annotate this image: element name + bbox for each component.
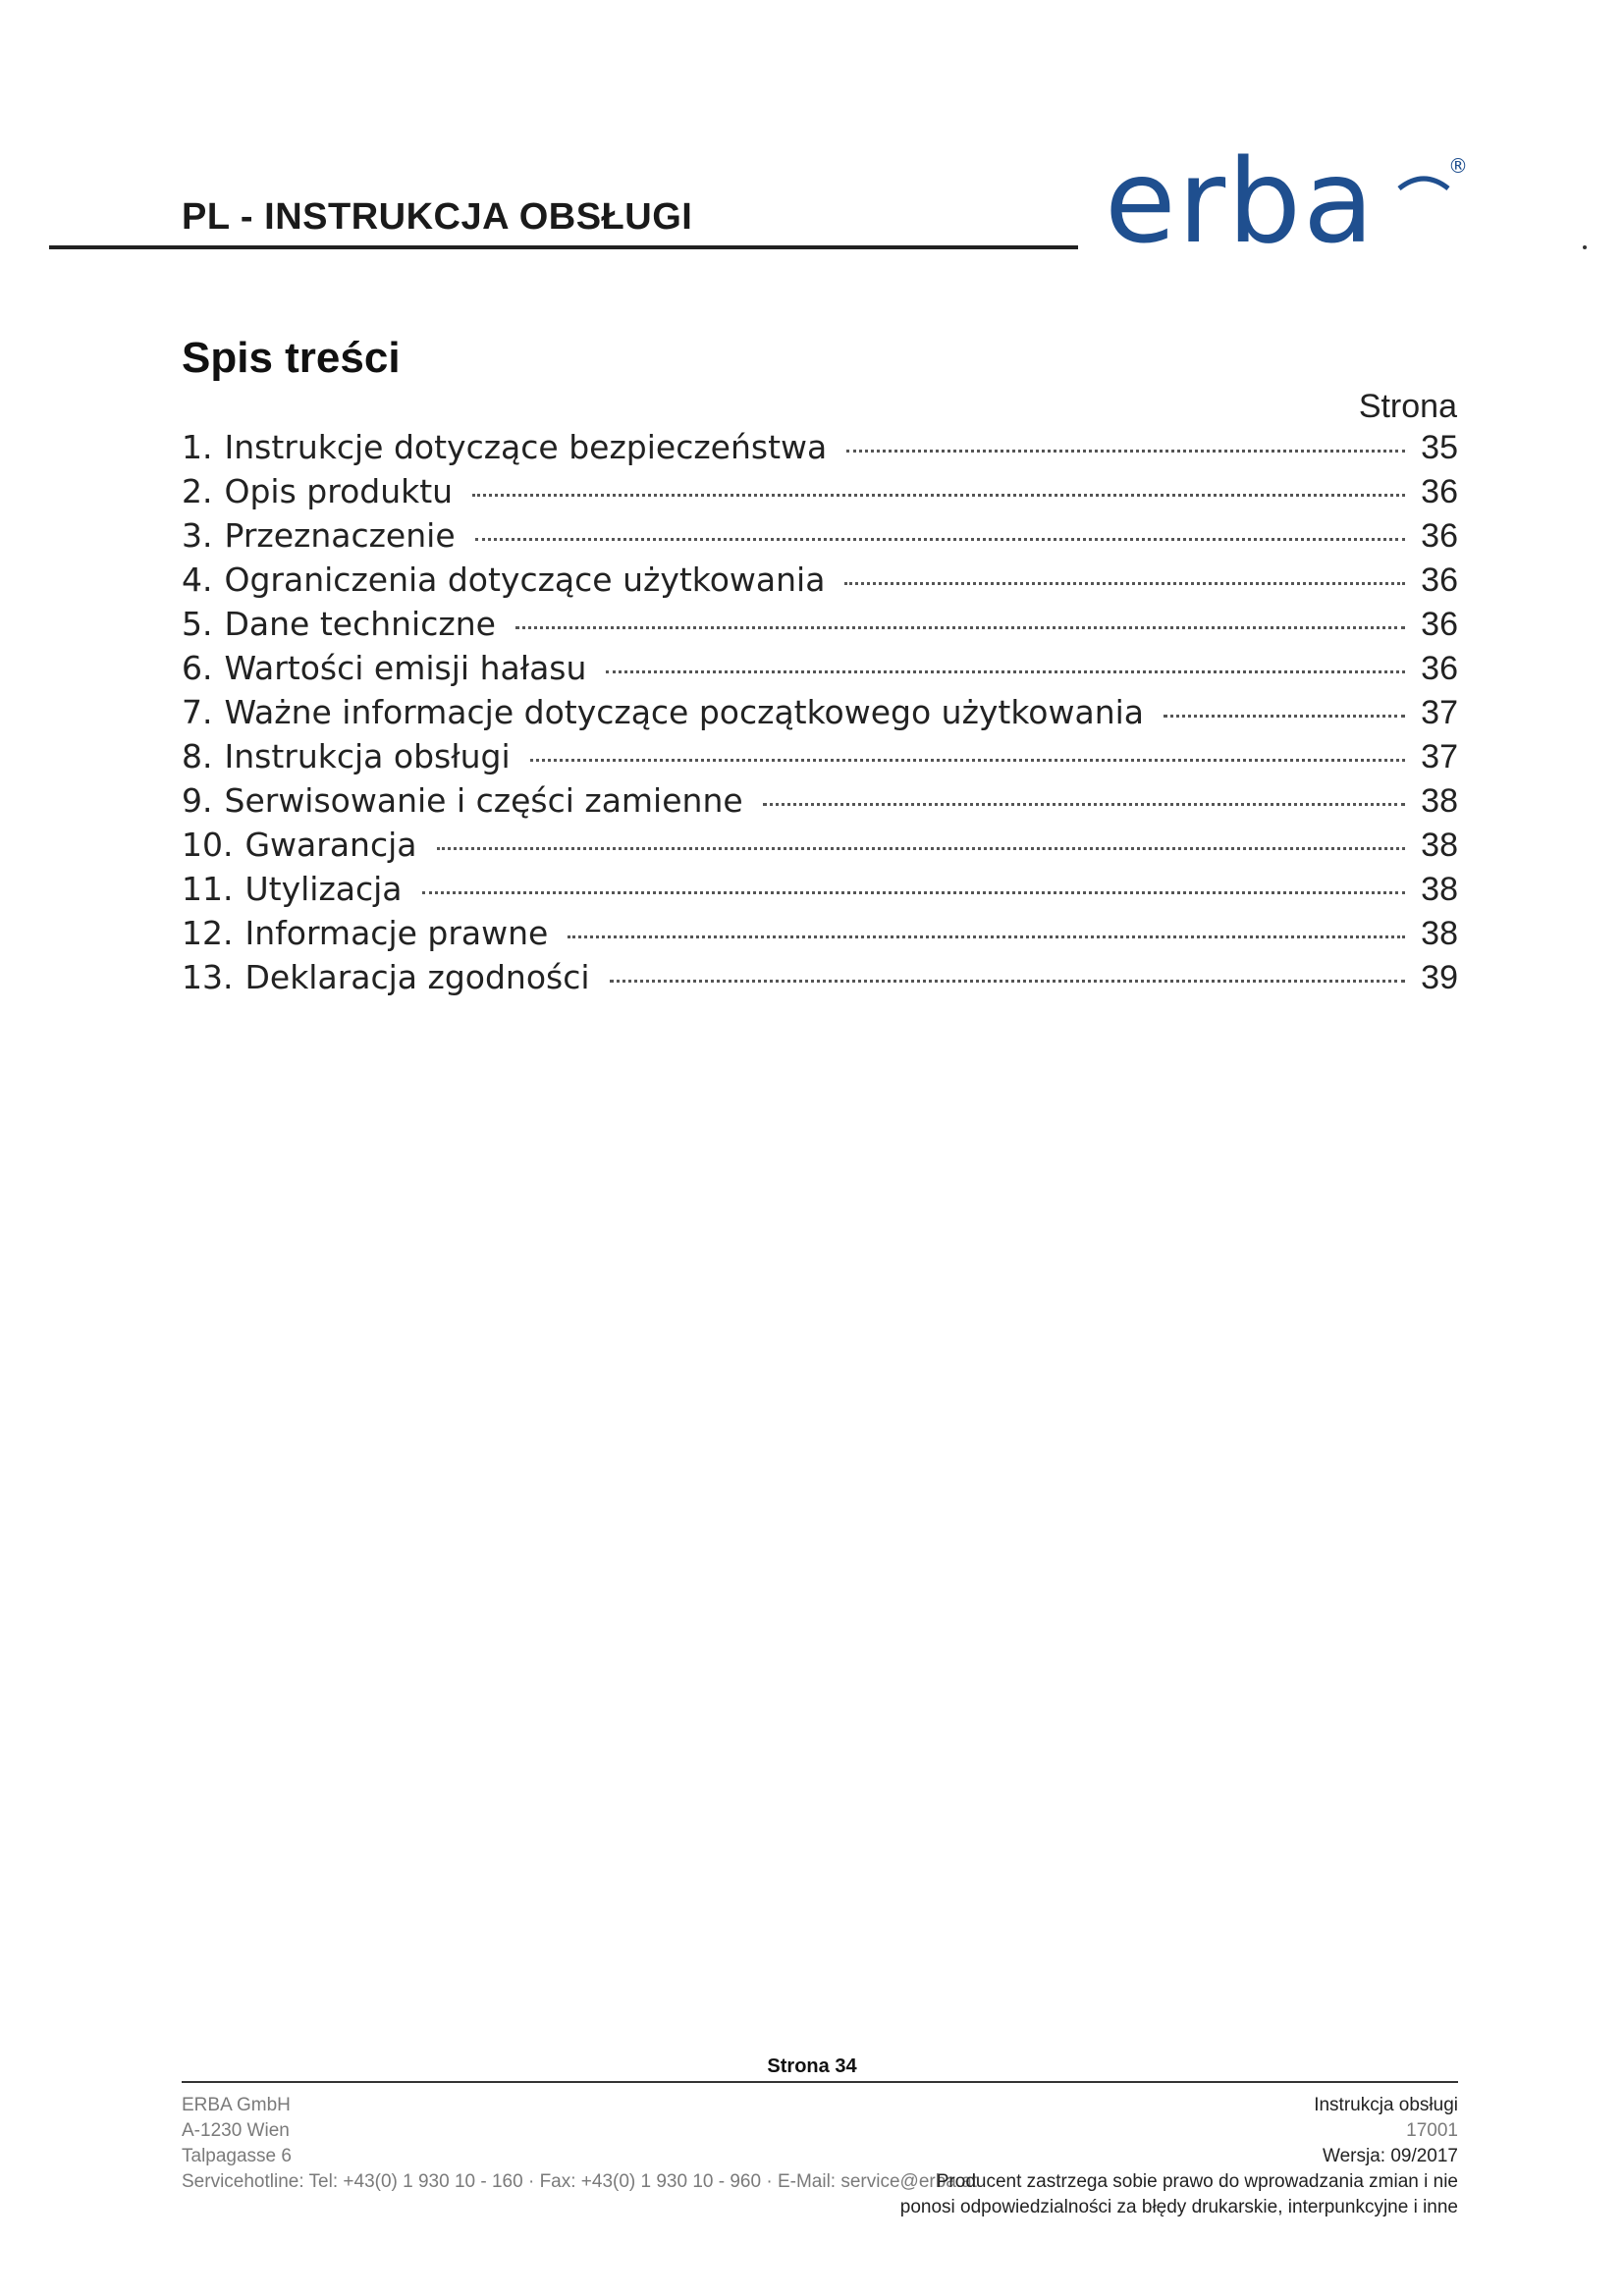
- toc-item[interactable]: [182, 958, 1458, 1002]
- company-address: [182, 2093, 977, 2195]
- toc-item-page: 36: [1421, 473, 1458, 510]
- toc-dot-leader: [846, 450, 1405, 453]
- toc-dot-leader: [437, 847, 1405, 850]
- toc-item-title: Opis produktu: [224, 472, 454, 510]
- toc-item-title: Wartości emisji hałasu: [224, 649, 587, 687]
- toc-item-number: 6.: [182, 649, 213, 687]
- toc-item-number: 11.: [182, 870, 234, 908]
- toc-dot-leader: [568, 935, 1405, 938]
- toc-dot-leader: [610, 980, 1405, 983]
- toc-item-page: 36: [1421, 561, 1458, 599]
- toc-dot-leader: [606, 670, 1405, 673]
- toc-dot-leader: [422, 891, 1405, 894]
- toc-item[interactable]: [182, 870, 1458, 914]
- toc-item-page: 35: [1421, 429, 1458, 466]
- toc-item-title: Gwarancja: [244, 826, 417, 864]
- stray-dot: [1583, 245, 1587, 249]
- company-city: A-1230 Wien: [182, 2120, 290, 2141]
- toc-item[interactable]: [182, 561, 1458, 605]
- toc-item-number: 13.: [182, 958, 234, 996]
- header-divider: [49, 245, 1078, 249]
- toc-item-page: 38: [1421, 871, 1458, 908]
- document-number: 17001: [1406, 2120, 1458, 2141]
- document-version: Wersja: 09/2017: [1322, 2146, 1458, 2166]
- toc-item-title: Ważne informacje dotyczące początkowego użytkowania: [224, 693, 1145, 731]
- toc-dot-leader: [844, 582, 1405, 585]
- toc-item[interactable]: [182, 516, 1458, 561]
- toc-dot-leader: [763, 803, 1405, 806]
- disclaimer-line-2: ponosi odpowiedzialności za błędy drukarskie, interpunkcyjne i inne: [899, 2197, 1458, 2217]
- toc-item[interactable]: [182, 605, 1458, 649]
- toc-dot-leader: [475, 538, 1405, 541]
- toc-item-title: Informacje prawne: [244, 914, 549, 952]
- toc-item-title: Deklaracja zgodności: [244, 958, 590, 996]
- toc-item-page: 39: [1421, 959, 1458, 996]
- toc-heading: Spis treści: [182, 334, 401, 382]
- toc-item-title: Instrukcje dotyczące bezpieczeństwa: [224, 428, 828, 466]
- document-title: PL - INSTRUKCJA OBSŁUGI: [182, 196, 693, 238]
- toc-item-number: 5.: [182, 605, 213, 643]
- toc-item[interactable]: [182, 428, 1458, 472]
- toc-item-page: 38: [1421, 782, 1458, 820]
- toc-item-number: 1.: [182, 428, 213, 466]
- toc-item-number: 2.: [182, 472, 213, 510]
- toc-item[interactable]: [182, 649, 1458, 693]
- toc-item-title: Utylizacja: [244, 870, 403, 908]
- toc-item-title: Przeznaczenie: [224, 516, 456, 555]
- disclaimer-line-1: Producent zastrzega sobie prawo do wprowadzania zmian i nie: [936, 2171, 1458, 2192]
- toc-item[interactable]: [182, 914, 1458, 958]
- toc-item-number: 4.: [182, 561, 213, 599]
- toc-item-page: 38: [1421, 827, 1458, 864]
- toc-item-page: 36: [1421, 606, 1458, 643]
- toc-item-title: Serwisowanie i części zamienne: [224, 781, 743, 820]
- toc-item-number: 10.: [182, 826, 234, 864]
- toc-item[interactable]: [182, 737, 1458, 781]
- toc-item-title: Ograniczenia dotyczące użytkowania: [224, 561, 826, 599]
- toc-item[interactable]: [182, 781, 1458, 826]
- toc-item-number: 8.: [182, 737, 213, 775]
- toc-dot-leader: [515, 626, 1405, 629]
- toc-item-page: 38: [1421, 915, 1458, 952]
- toc-item-number: 7.: [182, 693, 213, 731]
- footer-divider: [182, 2081, 1458, 2083]
- toc-item-page: 37: [1421, 738, 1458, 775]
- toc-item[interactable]: [182, 826, 1458, 870]
- table-of-contents: [182, 428, 1458, 1002]
- toc-item-number: 3.: [182, 516, 213, 555]
- toc-item-page: 37: [1421, 694, 1458, 731]
- toc-item-number: 9.: [182, 781, 213, 820]
- toc-item[interactable]: [182, 693, 1458, 737]
- toc-item[interactable]: [182, 472, 1458, 516]
- toc-dot-leader: [1164, 715, 1405, 718]
- company-street: Talpagasse 6: [182, 2146, 292, 2166]
- page-column-label: Strona: [1358, 388, 1457, 425]
- company-name: ERBA GmbH: [182, 2095, 291, 2115]
- toc-dot-leader: [472, 494, 1405, 497]
- logo-wordmark: erba: [1105, 147, 1377, 255]
- toc-item-page: 36: [1421, 650, 1458, 687]
- toc-item-title: Dane techniczne: [224, 605, 496, 643]
- page-number: Strona 34: [767, 2056, 857, 2077]
- service-contact: Servicehotline: Tel: +43(0) 1 930 10 - 160 · Fax: +43(0) 1 930 10 - 960 · E-Mail: service@erba.at: [182, 2171, 977, 2192]
- toc-dot-leader: [530, 759, 1405, 762]
- erba-logo: [1105, 147, 1468, 255]
- toc-item-number: 12.: [182, 914, 234, 952]
- logo-accent-arc: [1399, 179, 1448, 188]
- document-info: [900, 2093, 1458, 2220]
- toc-item-page: 36: [1421, 517, 1458, 555]
- document-type: Instrukcja obsługi: [1314, 2095, 1458, 2115]
- toc-item-title: Instrukcja obsługi: [224, 737, 511, 775]
- registered-mark: ®: [1448, 154, 1468, 178]
